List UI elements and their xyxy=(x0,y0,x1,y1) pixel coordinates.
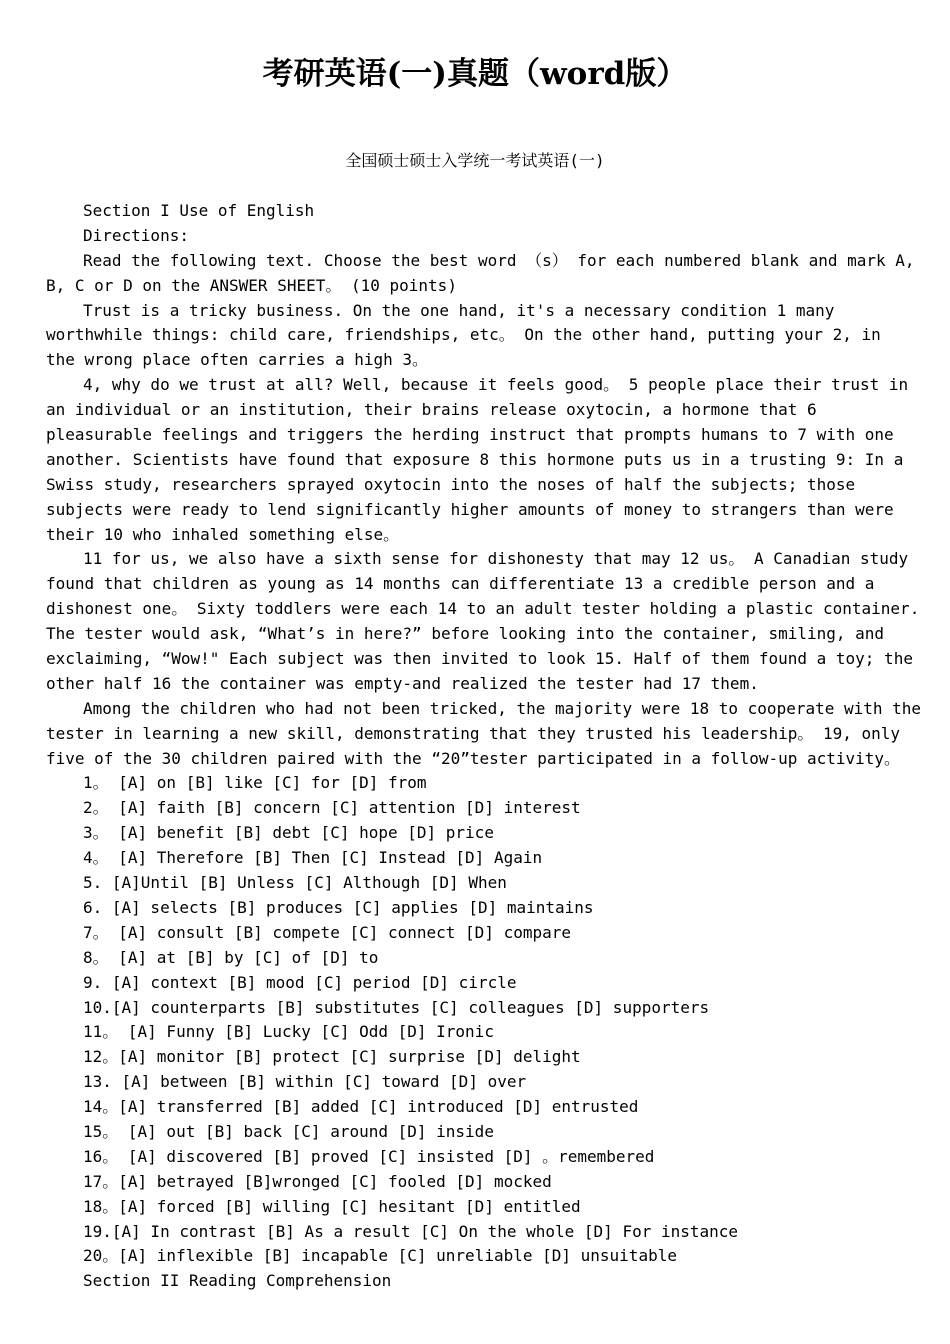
question-item: 6. [A] selects [B] produces [C] applies [D] maintains xyxy=(83,897,594,917)
passage-line: 4, why do we trust at all? Well, because it feels good。 5 people place their trust in xyxy=(83,375,909,395)
question-item: 11。 [A] Funny [B] Lucky [C] Odd [D] Ironic xyxy=(83,1022,494,1042)
passage-line: tester in learning a new skill, demonstrating that they trusted his leadership。 19, only xyxy=(46,723,901,743)
question-item: 5. [A]Until [B] Unless [C] Although [D] When xyxy=(83,873,507,893)
question-item: 12。[A] monitor [B] protect [C] surprise [D] delight xyxy=(83,1047,581,1067)
passage-line: five of the 30 children paired with the “20”tester participated in a follow-up activity。 xyxy=(46,748,901,768)
section-heading: Section I Use of English xyxy=(83,201,315,220)
passage-line: Swiss study, researchers sprayed oxytocin into the noses of half the subjects; those xyxy=(46,474,856,494)
question-item: 10.[A] counterparts [B] substitutes [C] colleagues [D] supporters xyxy=(83,997,710,1017)
question-item: 15。 [A] out [B] back [C] around [D] inside xyxy=(83,1121,494,1141)
passage-line: their 10 who inhaled something else。 xyxy=(46,524,400,544)
question-item: 9. [A] context [B] mood [C] period [D] circle xyxy=(83,972,517,992)
question-item: 4。 [A] Therefore [B] Then [C] Instead [D] Again xyxy=(83,848,543,868)
passage-line: worthwhile things: child care, friendships, etc。 On the other hand, putting your 2, in xyxy=(46,325,881,345)
document-title: 考研英语(一)真题（word版） xyxy=(262,56,688,92)
passage-line: other half 16 the container was empty-and realized the tester had 17 them. xyxy=(46,673,759,693)
section-heading: Section II Reading Comprehension xyxy=(83,1271,392,1291)
question-item: 20。[A] inflexible [B] incapable [C] unreliable [D] unsuitable xyxy=(83,1246,677,1266)
passage-line: pleasurable feelings and triggers the herding instruct that prompts humans to 7 with one xyxy=(46,425,894,445)
question-item: 7。 [A] consult [B] compete [C] connect [D] compare xyxy=(83,922,572,942)
question-item: 17。[A] betrayed [B]wronged [C] fooled [D] mocked xyxy=(83,1171,552,1191)
passage-line: exclaiming, “Wow!" Each subject was then invited to look 15. Half of them found a toy; the xyxy=(46,649,913,669)
question-item: 8。 [A] at [B] by [C] of [D] to xyxy=(83,947,379,967)
document-body xyxy=(46,199,922,1294)
directions-label: Directions: xyxy=(83,225,189,245)
passage-line: The tester would ask, “What’s in here?” before looking into the container, smiling, and xyxy=(46,624,885,644)
passage-line: an individual or an institution, their brains release oxytocin, a hormone that 6 xyxy=(46,400,817,420)
question-item: 19.[A] In contrast [B] As a result [C] On the whole [D] For instance xyxy=(83,1221,739,1241)
question-item: 16。 [A] discovered [B] proved [C] insisted [D] 。remembered xyxy=(83,1146,655,1166)
question-item: 14。[A] transferred [B] added [C] introduced [D] entrusted xyxy=(83,1097,639,1117)
question-item: 3。 [A] benefit [B] debt [C] hope [D] price xyxy=(83,823,494,843)
passage-line: found that children as young as 14 months can differentiate 13 a credible person and a xyxy=(46,574,875,594)
question-item: 1。 [A] on [B] like [C] for [D] from xyxy=(83,773,427,793)
passage-line: Trust is a tricky business. On the one hand, it's a necessary condition 1 many xyxy=(83,300,835,320)
passage-line: the wrong place often carries a high 3。 xyxy=(46,350,429,370)
passage-line: dishonest one。 Sixty toddlers were each 14 to an adult tester holding a plastic container. xyxy=(46,599,920,619)
passage-line: Among the children who had not been tricked, the majority were 18 to cooperate with the xyxy=(83,698,922,718)
directions-line: Read the following text. Choose the best word （s） for each numbered blank and mark A, xyxy=(83,250,915,270)
question-item: 2。 [A] faith [B] concern [C] attention [D] interest xyxy=(83,798,581,818)
exam-subtitle: 全国硕士硕士入学统一考试英语(一) xyxy=(345,151,605,170)
passage-line: subjects were ready to lend significantly higher amounts of money to strangers than were xyxy=(46,499,894,519)
question-item: 13. [A] between [B] within [C] toward [D] over xyxy=(83,1072,527,1092)
directions-line: B, C or D on the ANSWER SHEET。 (10 points) xyxy=(46,275,457,295)
passage-line: 11 for us, we also have a sixth sense for dishonesty that may 12 us。 A Canadian study xyxy=(83,549,909,569)
passage-line: another. Scientists have found that exposure 8 this hormone puts us in a trusting 9: In a xyxy=(46,449,904,469)
question-item: 18。[A] forced [B] willing [C] hesitant [D] entitled xyxy=(83,1196,581,1216)
